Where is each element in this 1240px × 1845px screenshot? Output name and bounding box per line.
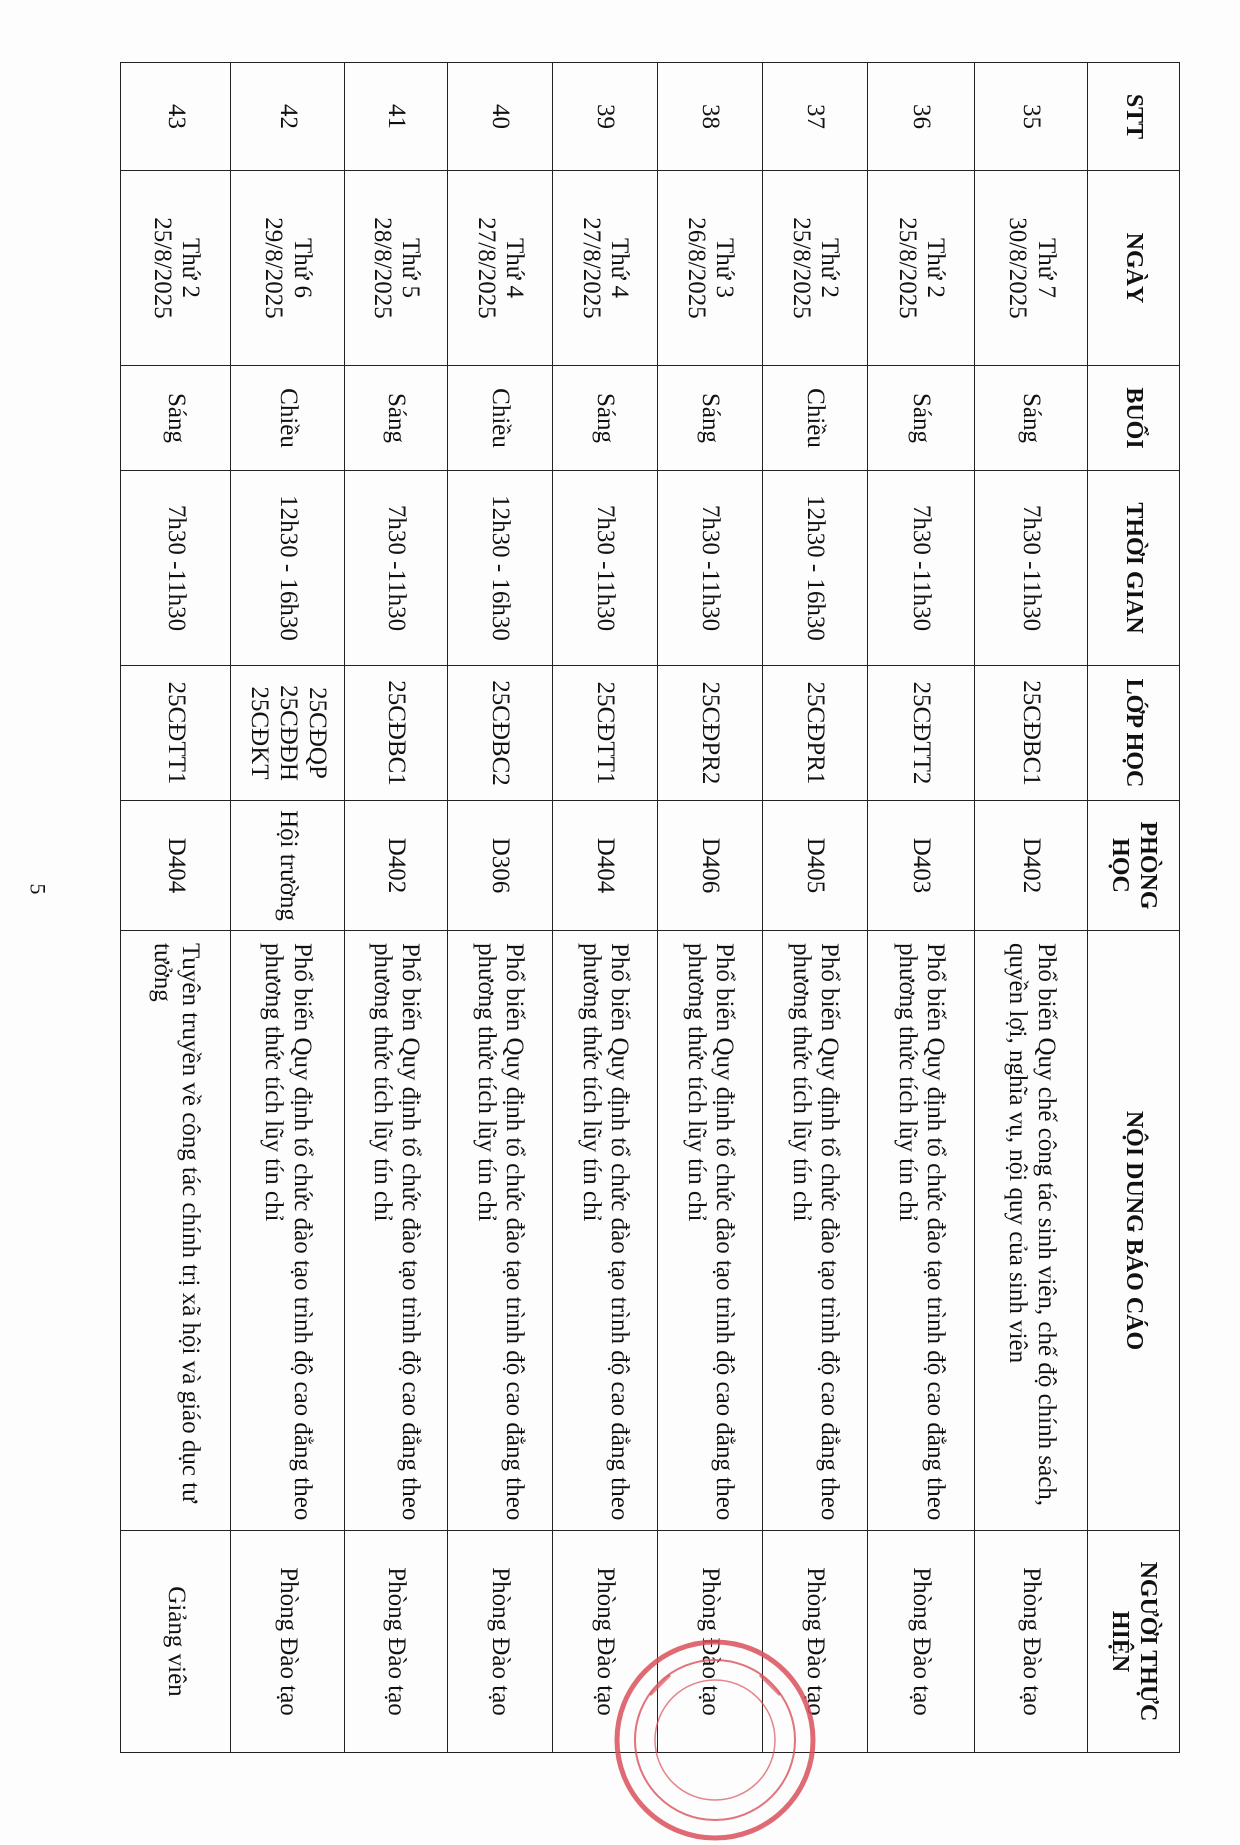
class-code-text: 25CĐBC1 — [383, 680, 411, 786]
stt-value: 37 — [801, 104, 829, 129]
header-thoi-gian: THỜI GIAN — [1088, 471, 1180, 666]
cell-thoi-gian — [447, 471, 552, 666]
report-content-text: Phổ biến Quy định tổ chức đào tạo trình độ cao đẳng theo phương thức tích lũy tín chỉ — [577, 943, 634, 1521]
cell-buoi — [231, 366, 344, 471]
time-range-text: 7h30 -11h30 — [907, 504, 935, 632]
cell-noi-dung — [552, 931, 657, 1531]
header-stt: STT — [1088, 63, 1180, 171]
session-text: Sáng — [591, 393, 619, 443]
cell-buoi — [867, 366, 974, 471]
header-noi-dung: NỘI DUNG BÁO CÁO — [1088, 931, 1180, 1531]
class-code-text: 25CĐPR2 — [696, 681, 724, 785]
class-code-text: 25CĐBC2 — [486, 680, 514, 786]
cell-buoi — [657, 366, 762, 471]
class-code-text: 25CĐTT1 — [163, 681, 191, 785]
date-text: 29/8/2025 — [260, 217, 288, 319]
cell-thoi-gian — [974, 471, 1087, 666]
report-content-text: Phổ biến Quy định tổ chức đào tạo trình độ cao đẳng theo phương thức tích lũy tín chỉ — [682, 943, 739, 1521]
official-stamp-icon — [610, 1635, 820, 1845]
presenter-text: Phòng Đào tạo — [486, 1567, 514, 1716]
weekday-text: Thứ 2 — [177, 237, 205, 299]
table-row — [867, 63, 974, 1753]
room-text: D306 — [486, 837, 514, 894]
cell-ngay — [867, 171, 974, 366]
room-text: D402 — [1018, 837, 1046, 894]
cell-noi-dung — [231, 931, 344, 1531]
session-text: Chiều — [801, 388, 829, 448]
stt-value: 38 — [696, 104, 724, 129]
cell-noi-dung — [121, 931, 231, 1531]
report-content-text: Phổ biến Quy định tổ chức đào tạo trình độ cao đẳng theo phương thức tích lũy tín chỉ — [472, 943, 529, 1521]
session-text: Sáng — [383, 393, 411, 443]
cell-phong-hoc — [447, 801, 552, 931]
class-code-text: 25CĐQP — [303, 687, 331, 779]
cell-lop-hoc — [552, 666, 657, 801]
cell-nguoi-thuc-hien — [867, 1531, 974, 1753]
header-phong-hoc: PHÒNG HỌC — [1088, 801, 1180, 931]
cell-ngay — [344, 171, 447, 366]
class-code-text: 25CĐĐH — [274, 685, 302, 781]
cell-phong-hoc — [552, 801, 657, 931]
cell-buoi — [344, 366, 447, 471]
room-text: D404 — [591, 837, 619, 894]
cell-lop-hoc — [121, 666, 231, 801]
cell-lop-hoc — [344, 666, 447, 801]
cell-ngay — [231, 171, 344, 366]
cell-lop-hoc — [657, 666, 762, 801]
cell-buoi — [121, 366, 231, 471]
header-ngay: NGÀY — [1088, 171, 1180, 366]
date-text: 25/8/2025 — [893, 217, 921, 319]
stt-value: 36 — [907, 104, 935, 129]
room-text: Hội trường — [274, 810, 302, 921]
cell-thoi-gian — [121, 471, 231, 666]
cell-phong-hoc — [344, 801, 447, 931]
weekday-text: Thứ 4 — [501, 237, 529, 299]
stt-value: 42 — [274, 104, 302, 129]
date-text: 30/8/2025 — [1003, 217, 1031, 319]
schedule-table-wrapper — [120, 62, 1180, 1752]
cell-buoi — [762, 366, 867, 471]
cell-ngay — [974, 171, 1087, 366]
cell-noi-dung — [974, 931, 1087, 1531]
cell-lop-hoc — [867, 666, 974, 801]
cell-phong-hoc — [121, 801, 231, 931]
cell-nguoi-thuc-hien — [121, 1531, 231, 1753]
table-row — [657, 63, 762, 1753]
table-row — [552, 63, 657, 1753]
cell-noi-dung — [344, 931, 447, 1531]
cell-thoi-gian — [344, 471, 447, 666]
report-content-text: Phổ biến Quy định tổ chức đào tạo trình độ cao đẳng theo phương thức tích lũy tín chỉ — [260, 943, 317, 1521]
cell-phong-hoc — [231, 801, 344, 931]
cell-noi-dung — [657, 931, 762, 1531]
cell-stt — [231, 63, 344, 171]
cell-lop-hoc — [762, 666, 867, 801]
weekday-text: Thứ 3 — [711, 237, 739, 299]
table-body — [121, 63, 1088, 1753]
cell-ngay — [762, 171, 867, 366]
cell-noi-dung — [447, 931, 552, 1531]
report-content-text: Phổ biến Quy chế công tác sinh viên, chế độ chính sách, quyền lợi, nghĩa vụ, nội quy của sinh viên — [1003, 943, 1060, 1507]
weekday-text: Thứ 5 — [397, 237, 425, 299]
stt-value: 43 — [163, 104, 191, 129]
presenter-text: Phòng Đào tạo — [696, 1567, 724, 1716]
presenter-text: Phòng Đào tạo — [801, 1567, 829, 1716]
session-text: Chiều — [274, 388, 302, 448]
date-text: 25/8/2025 — [787, 217, 815, 319]
session-text: Sáng — [907, 393, 935, 443]
cell-lop-hoc — [447, 666, 552, 801]
class-code-text: 25CĐTT2 — [907, 681, 935, 785]
report-content-text: Tuyên truyền về công tác chính trị xã hội và giáo dục tư tưởng — [148, 943, 205, 1503]
report-content-text: Phổ biến Quy định tổ chức đào tạo trình độ cao đẳng theo phương thức tích lũy tín chỉ — [368, 943, 425, 1521]
cell-buoi — [447, 366, 552, 471]
report-content-text: Phổ biến Quy định tổ chức đào tạo trình độ cao đẳng theo phương thức tích lũy tín chỉ — [893, 943, 950, 1521]
stt-value: 41 — [383, 104, 411, 129]
table-row — [231, 63, 344, 1753]
presenter-text: Phòng Đào tạo — [1018, 1567, 1046, 1716]
cell-stt — [552, 63, 657, 171]
cell-lop-hoc — [974, 666, 1087, 801]
time-range-text: 7h30 -11h30 — [696, 504, 724, 632]
session-text: Sáng — [696, 393, 724, 443]
cell-stt — [974, 63, 1087, 171]
report-content-text: Phổ biến Quy định tổ chức đào tạo trình độ cao đẳng theo phương thức tích lũy tín chỉ — [787, 943, 844, 1521]
cell-ngay — [121, 171, 231, 366]
weekday-text: Thứ 2 — [816, 237, 844, 299]
time-range-text: 12h30 - 16h30 — [486, 495, 514, 641]
presenter-text: Phòng Đào tạo — [591, 1567, 619, 1716]
session-text: Chiều — [486, 388, 514, 448]
table-row — [974, 63, 1087, 1753]
header-buoi: BUỔI — [1088, 366, 1180, 471]
room-text: D403 — [907, 837, 935, 894]
stt-value: 35 — [1018, 104, 1046, 129]
cell-phong-hoc — [867, 801, 974, 931]
time-range-text: 7h30 -11h30 — [591, 504, 619, 632]
header-nguoi-thuc-hien: NGƯỜI THỰC HIỆN — [1088, 1531, 1180, 1753]
cell-buoi — [974, 366, 1087, 471]
cell-noi-dung — [762, 931, 867, 1531]
header-row — [1088, 63, 1180, 1753]
stt-value: 39 — [591, 104, 619, 129]
cell-stt — [657, 63, 762, 171]
date-text: 27/8/2025 — [472, 217, 500, 319]
cell-noi-dung — [867, 931, 974, 1531]
weekday-text: Thứ 7 — [1032, 237, 1060, 299]
cell-thoi-gian — [867, 471, 974, 666]
cell-thoi-gian — [552, 471, 657, 666]
date-text: 26/8/2025 — [682, 217, 710, 319]
cell-nguoi-thuc-hien — [974, 1531, 1087, 1753]
cell-nguoi-thuc-hien — [231, 1531, 344, 1753]
cell-phong-hoc — [974, 801, 1087, 931]
table-row — [447, 63, 552, 1753]
table-row — [762, 63, 867, 1753]
date-text: 28/8/2025 — [368, 217, 396, 319]
cell-stt — [867, 63, 974, 171]
session-text: Sáng — [1018, 393, 1046, 443]
room-text: D405 — [801, 837, 829, 894]
header-lop-hoc: LỚP HỌC — [1088, 666, 1180, 801]
room-text: D404 — [163, 837, 191, 894]
presenter-text: Phòng Đào tạo — [383, 1567, 411, 1716]
schedule-table — [120, 62, 1180, 1753]
cell-ngay — [657, 171, 762, 366]
cell-thoi-gian — [231, 471, 344, 666]
room-text: D406 — [696, 837, 724, 894]
cell-lop-hoc — [231, 666, 344, 801]
cell-stt — [762, 63, 867, 171]
cell-nguoi-thuc-hien — [447, 1531, 552, 1753]
stt-value: 40 — [486, 104, 514, 129]
table-row — [121, 63, 231, 1753]
cell-stt — [344, 63, 447, 171]
presenter-text: Phòng Đào tạo — [274, 1567, 302, 1716]
cell-thoi-gian — [657, 471, 762, 666]
time-range-text: 12h30 - 16h30 — [274, 495, 302, 641]
table-row — [344, 63, 447, 1753]
presenter-text: Giảng viên — [163, 1586, 191, 1697]
room-text: D402 — [383, 837, 411, 894]
cell-nguoi-thuc-hien — [344, 1531, 447, 1753]
weekday-text: Thứ 2 — [922, 237, 950, 299]
date-text: 25/8/2025 — [148, 217, 176, 319]
cell-buoi — [552, 366, 657, 471]
cell-thoi-gian — [762, 471, 867, 666]
time-range-text: 7h30 -11h30 — [1018, 504, 1046, 632]
cell-ngay — [552, 171, 657, 366]
time-range-text: 7h30 -11h30 — [163, 504, 191, 632]
class-code-text: 25CĐKT — [246, 686, 274, 780]
weekday-text: Thứ 4 — [606, 237, 634, 299]
cell-phong-hoc — [657, 801, 762, 931]
date-text: 27/8/2025 — [577, 217, 605, 319]
class-code-text: 25CĐTT1 — [591, 681, 619, 785]
cell-ngay — [447, 171, 552, 366]
page-number: 5 — [25, 883, 51, 895]
class-code-text: 25CĐBC1 — [1018, 680, 1046, 786]
cell-stt — [121, 63, 231, 171]
cell-phong-hoc — [762, 801, 867, 931]
presenter-text: Phòng Đào tạo — [907, 1567, 935, 1716]
cell-stt — [447, 63, 552, 171]
time-range-text: 7h30 -11h30 — [383, 504, 411, 632]
class-code-text: 25CĐPR1 — [801, 681, 829, 785]
time-range-text: 12h30 - 16h30 — [801, 495, 829, 641]
session-text: Sáng — [163, 393, 191, 443]
weekday-text: Thứ 6 — [289, 237, 317, 299]
